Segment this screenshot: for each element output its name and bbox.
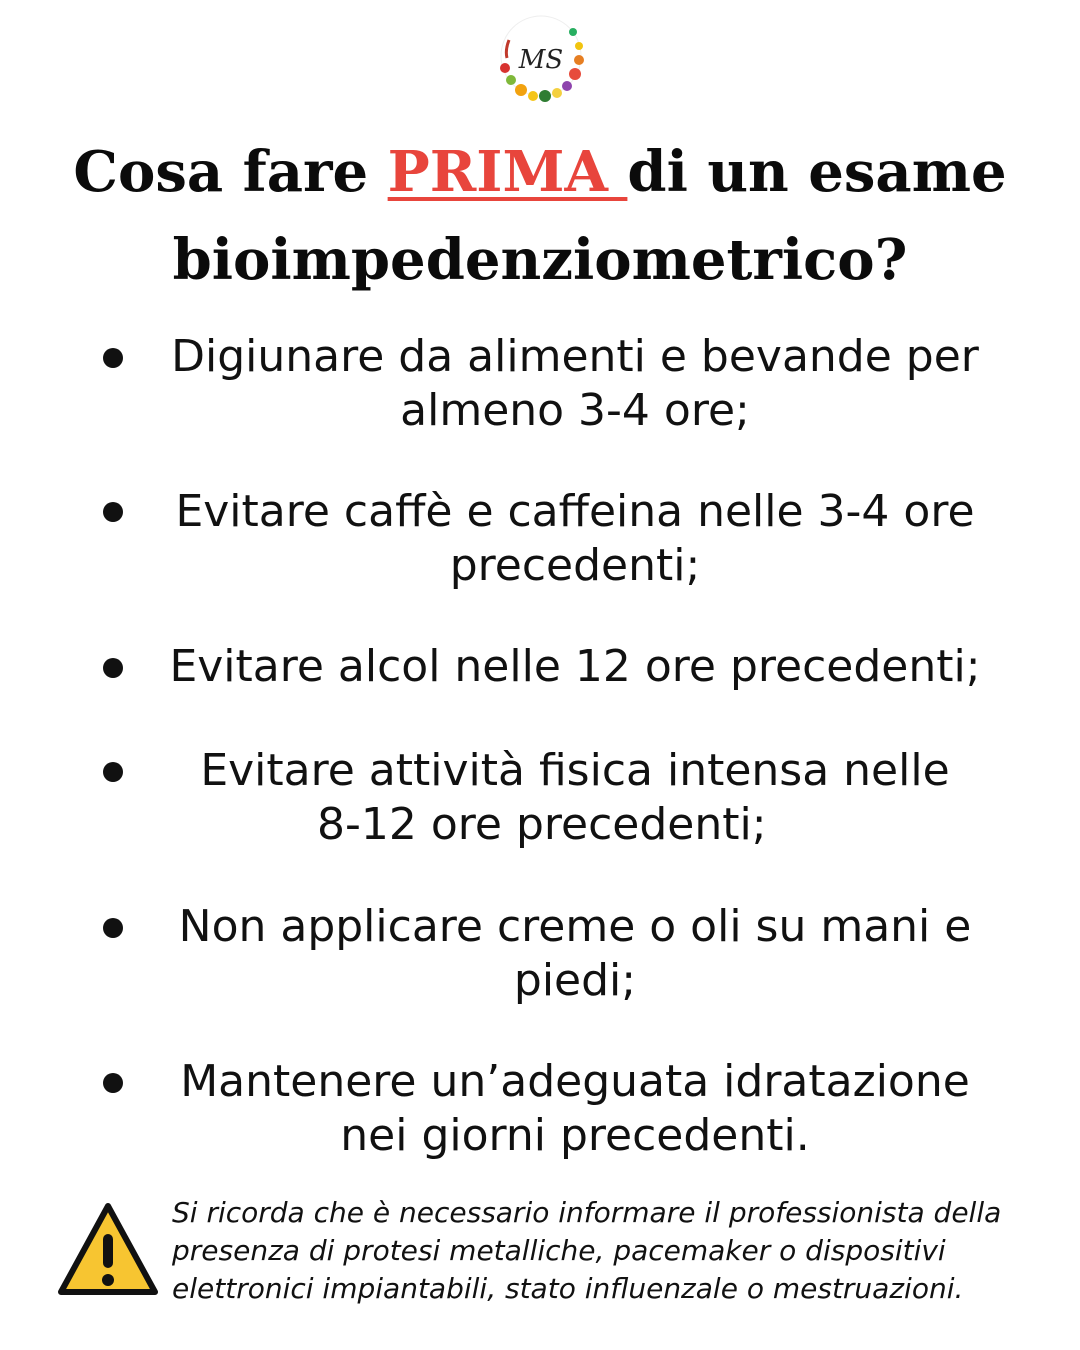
- title-highlight: PRIMA: [387, 139, 628, 205]
- title-line-1: Cosa fare PRIMA di un esame: [73, 139, 1007, 205]
- list-item: Evitare caffè e caffeina nelle 3-4 ore precedenti;: [175, 486, 975, 591]
- bullet-icon: [103, 918, 123, 938]
- bullet-icon: [103, 658, 123, 678]
- title-line-2: bioimpedenziometrico?: [172, 227, 908, 293]
- bullet-icon: [103, 762, 123, 782]
- list-item: Digiunare da alimenti e bevande per almeno 3-4 ore;: [171, 331, 979, 436]
- list-item: Non applicare creme o oli su mani e piedi;: [178, 901, 972, 1006]
- bullet-icon: [103, 348, 123, 368]
- warning-note: Si ricorda che è necessario informare il professionista della presenza di protesi metalliche, pacemaker o dispositivi elettronici impiantabili, stato influenzale o mestruazioni.: [172, 1196, 1002, 1305]
- list-item: Evitare alcol nelle 12 ore precedenti;: [169, 641, 981, 692]
- list-item: Mantenere un’adeguata idratazione nei giorni precedenti.: [180, 1056, 970, 1161]
- bullet-icon: [103, 502, 123, 522]
- svg-text:MS: MS: [518, 45, 564, 75]
- bullet-icon: [103, 1073, 123, 1093]
- list-item: Evitare attività fisica intensa nelle 8-12 ore precedenti;: [200, 745, 950, 850]
- warning-icon: [55, 1200, 161, 1300]
